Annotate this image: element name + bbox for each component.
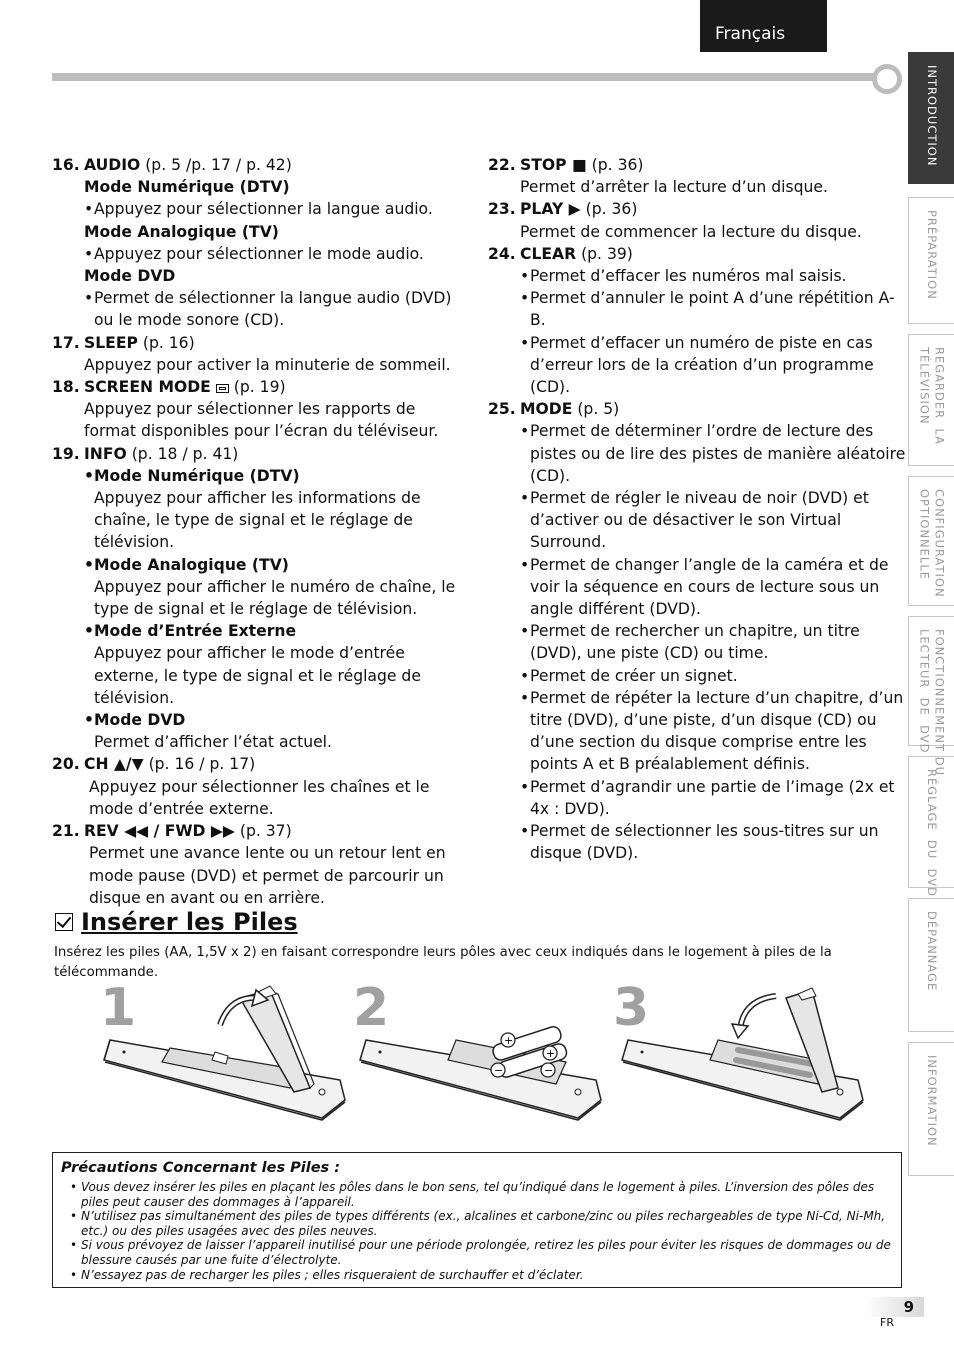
svg-text:−: − [544,1064,554,1077]
item-title: PLAY ▶ [520,200,581,219]
precautions-box [52,1152,902,1288]
list-item: • Si vous prévoyez de laisser l’appareil inutilisé pour une période prolongée, retirez les piles pour éviter les risques de dommages ou de blessure causés par une fuite d’électrolyte. [70,1238,891,1267]
page-ref: (p. 36) [580,200,638,219]
item-title: CH ▲/▼ [84,755,144,774]
item-number: 21. [52,822,80,841]
item-17-sleep [52,332,472,376]
bullet: • Permet de créer un signet. [520,666,738,685]
list-item: • Vous devez insérer les piles en plaçant les pôles dans le bon sens, tel qu’indiqué dans le logement à piles. L’inversion des pôles des piles peut causer des dommages à l’appareil. [70,1180,875,1209]
item-18-screen-mode [52,376,472,443]
item-number: 23. [488,200,516,219]
bullet: • Appuyez pour sélectionner la langue audio. [84,200,433,219]
item-desc: Appuyez pour sélectionner les rapports de format disponibles pour l’écran du téléviseur. [84,400,439,441]
mode-label: Mode DVD [84,267,176,286]
tab-configuration-optionnelle[interactable]: CONFIGURATION OPTIONNELLE [908,476,954,606]
item-number: 19. [52,444,80,463]
tab-regarder-television[interactable]: REGARDER LA TÉLÉVISION [908,334,954,466]
page-ref: (p. 36) [586,156,644,174]
step-number: 2 [353,978,390,1038]
checkbox-icon [55,913,73,931]
item-desc: Appuyez pour activer la minuterie de sommeil. [84,355,451,374]
remote-close-cover-illustration [618,980,868,1140]
page-ref: (p. 18 / p. 41) [126,444,239,463]
item-number: 22. [488,156,516,174]
tab-information[interactable]: INFORMATION [908,1042,954,1176]
page-ref: (p. 39) [576,244,633,263]
item-25-mode [488,398,908,864]
item-title: AUDIO [84,156,141,174]
mode-label: • Mode Numérique (DTV) [84,466,300,485]
mode-label: • Mode Analogique (TV) [84,555,289,574]
mode-desc: Permet d’afficher l’état actuel. [94,733,332,752]
bullet: • Appuyez pour sélectionner le mode audio. [84,244,424,263]
page-number: 9 [864,1297,924,1317]
item-number: 24. [488,244,516,263]
bullet: • Permet d’agrandir une partie de l’image (2x et 4x : DVD). [520,777,895,818]
bullet: • Permet de sélectionner la langue audio (DVD) ou le mode sonore (CD). [84,289,452,330]
item-number: 20. [52,755,80,774]
item-number: 17. [52,333,80,352]
mode-label: • Mode d’Entrée Externe [84,622,297,641]
tab-depannage[interactable]: DÉPANNAGE [908,898,954,1032]
svg-text:+: + [546,1047,556,1060]
bullet: • Permet de régler le niveau de noir (DVD) et d’activer ou de désactiver le son Virtual Surround. [520,489,869,552]
bullet: • Permet de déterminer l’ordre de lecture des pistes ou de lire des pistes de manière aléatoire (CD). [520,422,906,485]
item-title: SLEEP [84,333,138,352]
section-description: Insérez les piles (AA, 1,5V x 2) en faisant correspondre leurs pôles avec ceux indiqués dans le logement à piles de la télécommande. [54,945,832,980]
page-ref: (p. 5) [572,400,620,419]
tab-reglage-dvd[interactable]: RÉGLAGE DU DVD [908,756,954,888]
item-23-play [488,198,908,242]
item-20-ch [52,753,472,820]
item-title: SCREEN MODE [84,378,211,397]
section-title: Insérer les Piles [55,908,298,936]
page-ref: (p. 5 /p. 17 / p. 42) [140,156,292,174]
page-ref: (p. 16) [137,333,195,352]
bullet: • Permet de changer l’angle de la caméra et de voir la séquence en cours de lecture sous un angle différent (DVD). [520,555,889,619]
tab-introduction[interactable]: INTRODUCTION [908,52,954,184]
item-title: CLEAR [520,244,577,263]
item-title: STOP ■ [520,156,587,174]
item-number: 18. [52,378,80,397]
page-ref: (p. 19) [228,378,286,397]
tab-fonctionnement-lecteur-dvd[interactable]: FONCTIONNEMENT DU LECTEUR DE DVD [908,616,954,746]
right-column [488,154,908,865]
bullet: • Permet d’annuler le point A d’une répétition A-B. [520,289,895,330]
list-item: • N’utilisez pas simultanément des piles de types différents (ex., alcalines et carbone/zinc ou piles rechargeables de type Ni-Cd, Ni-Mh, etc.) ou des piles usagées avec des piles neuves. [70,1209,886,1238]
mode-label: Mode Analogique (TV) [84,222,279,241]
item-19-info [52,443,472,754]
mode-label: Mode Numérique (DTV) [84,178,290,197]
header-rule [52,73,880,81]
item-desc: Permet de commencer la lecture du disque. [520,222,862,241]
page-ref: (p. 37) [234,822,292,841]
mode-desc: Appuyez pour afficher le numéro de chaîne, le type de signal et le réglage de télévision. [94,577,456,619]
bullet: • Permet de rechercher un chapitre, un titre (DVD), une piste (CD) ou time. [520,622,860,663]
precautions-title: Précautions Concernant les Piles : [61,1160,341,1176]
tab-preparation[interactable]: PRÉPARATION [908,197,954,324]
precautions-list [61,1180,893,1282]
item-number: 16. [52,156,80,174]
bullet: • Permet d’effacer les numéros mal saisis. [520,267,847,286]
step-number: 1 [100,978,137,1038]
list-item: • N’essayez pas de recharger les piles ; elles risqueraient de surchauffer et d’éclater. [70,1267,584,1282]
item-22-stop [488,154,908,198]
screen-mode-icon [216,384,229,393]
mode-desc: Appuyez pour afficher les informations de chaîne, le type de signal et le réglage de télévision. [94,489,421,552]
mode-label: • Mode DVD [84,711,186,730]
item-desc: Permet une avance lente ou un retour lent en mode pause (DVD) et permet de parcourir un disque en avant ou en arrière. [89,844,446,907]
remote-insert-batteries-illustration [356,980,606,1140]
step-number: 3 [613,978,650,1038]
bullet: • Permet d’effacer un numéro de piste en cas d’erreur lors de la création d’un programme (CD). [520,333,874,397]
svg-text:−: − [494,1064,504,1077]
item-desc: Permet d’arrêter la lecture d’un disque. [520,178,828,197]
item-title: MODE [520,400,573,419]
item-16-audio [52,154,472,332]
language-tab: Français [700,0,827,52]
page-language: FR [880,1316,894,1329]
item-number: 25. [488,400,516,419]
mode-desc: Appuyez pour afficher le mode d’entrée externe, le type de signal et le réglage de télévision. [94,644,421,707]
item-title: REV ◀◀ / FWD ▶▶ [84,822,235,841]
item-title: INFO [84,444,127,463]
bullet: • Permet de répéter la lecture d’un chapitre, d’un titre (DVD), d’une piste, d’un disque (CD) ou d’une section du disque comprise entre les points A et B préalablement définis. [520,688,904,774]
remote-open-cover-illustration [100,980,350,1140]
item-21-rev-fwd [52,820,472,909]
bullet: • Permet de sélectionner les sous-titres sur un disque (DVD). [520,822,879,863]
item-24-clear [488,243,908,398]
item-desc: Appuyez pour sélectionner les chaînes et le mode d’entrée externe. [89,777,430,818]
header-rule-circle [872,64,902,94]
svg-text:+: + [504,1034,514,1047]
left-column [52,154,472,909]
page-ref: (p. 16 / p. 17) [143,755,256,774]
